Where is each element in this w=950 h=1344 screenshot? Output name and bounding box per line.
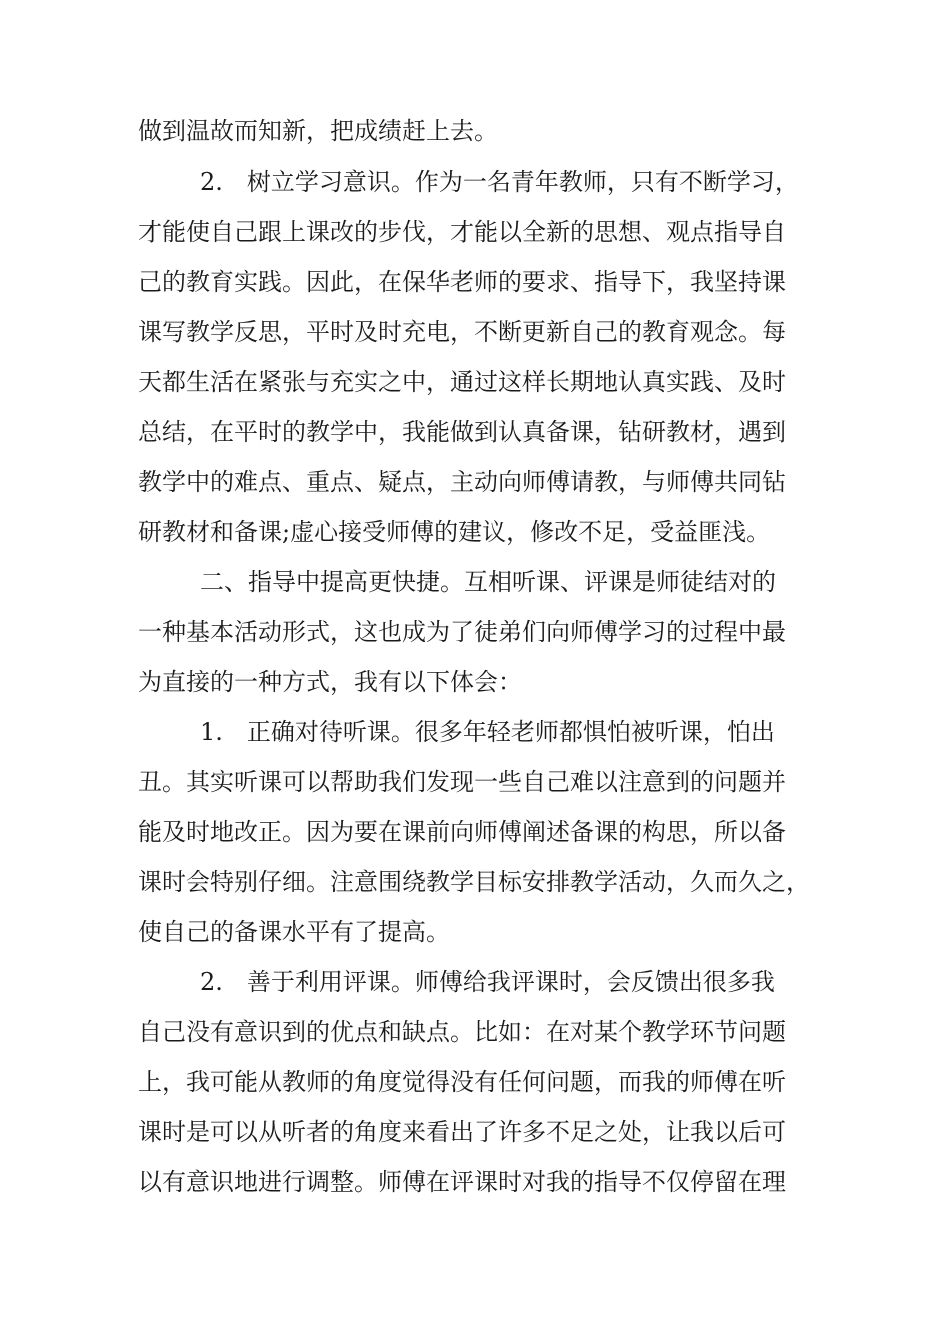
text-line: 能及时地改正。因为要在课前向师傅阐述备课的构思，所以备 <box>138 818 786 846</box>
text-line: 天都生活在紧张与充实之中，通过这样长期地认真实践、及时 <box>138 368 786 396</box>
text-line: 丑。其实听课可以帮助我们发现一些自己难以注意到的问题并 <box>138 768 786 796</box>
text-line: 二、指导中提高更快捷。互相听课、评课是师徒结对的 <box>200 568 776 596</box>
text-line: 2. 善于利用评课。师傅给我评课时，会反馈出很多我 <box>200 968 775 996</box>
text-line: 课写教学反思，平时及时充电，不断更新自己的教育观念。每 <box>138 318 786 346</box>
text-line: 以有意识地进行调整。师傅在评课时对我的指导不仅停留在理 <box>138 1168 786 1196</box>
text-line: 总结，在平时的教学中，我能做到认真备课，钻研教材，遇到 <box>138 418 786 446</box>
text-line: 上，我可能从教师的角度觉得没有任何问题，而我的师傅在听 <box>138 1068 786 1096</box>
text-line: 课时会特别仔细。注意围绕教学目标安排教学活动，久而久之， <box>138 868 810 896</box>
text-line: 一种基本活动形式，这也成为了徒弟们向师傅学习的过程中最 <box>138 618 786 646</box>
text-line: 自己没有意识到的优点和缺点。比如：在对某个教学环节问题 <box>138 1018 786 1046</box>
text-line: 使自己的备课水平有了提高。 <box>138 918 450 946</box>
text-line: 教学中的难点、重点、疑点，主动向师傅请教，与师傅共同钻 <box>138 468 786 496</box>
text-line: 课时是可以从听者的角度来看出了许多不足之处，让我以后可 <box>138 1118 786 1146</box>
text-line: 2. 树立学习意识。作为一名青年教师，只有不断学习， <box>200 168 799 196</box>
text-line: 做到温故而知新，把成绩赶上去。 <box>138 117 498 145</box>
text-line: 己的教育实践。因此，在保华老师的要求、指导下，我坚持课 <box>138 268 786 296</box>
text-line: 1. 正确对待听课。很多年轻老师都惧怕被听课，怕出 <box>200 718 775 746</box>
text-line: 为直接的一种方式，我有以下体会： <box>138 668 522 696</box>
text-line: 才能使自己跟上课改的步伐，才能以全新的思想、观点指导自 <box>138 218 786 246</box>
text-line: 研教材和备课;虚心接受师傅的建议，修改不足，受益匪浅。 <box>138 518 771 546</box>
